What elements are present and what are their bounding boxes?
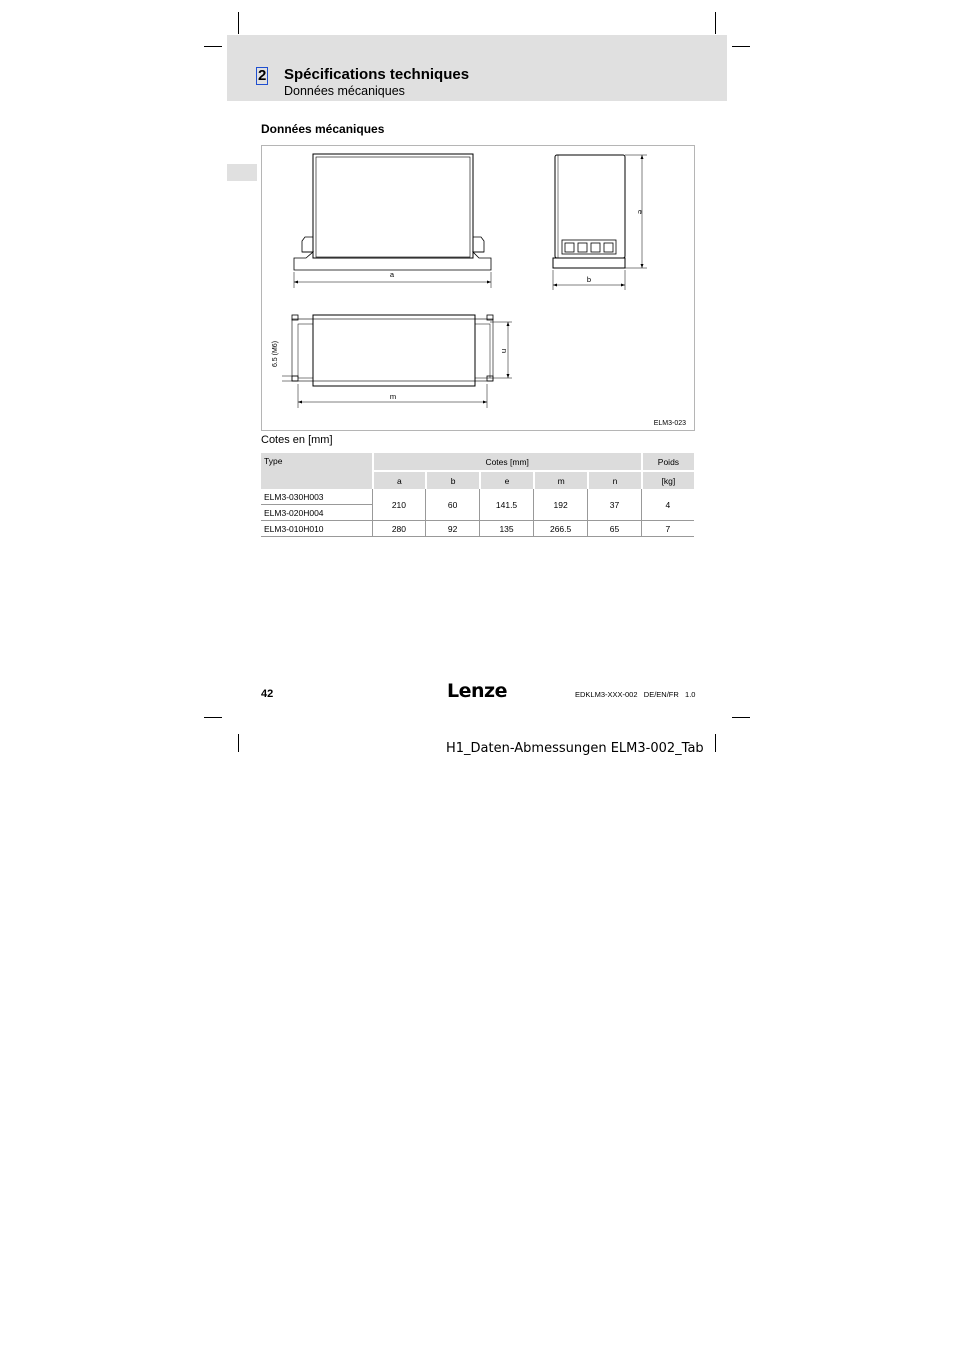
label-m: m [389, 392, 397, 401]
front-view [294, 154, 491, 288]
weight-unit: [kg] [641, 472, 694, 489]
value-cell: 266.5 [533, 521, 587, 537]
weight-header: Poids [641, 453, 694, 472]
table-header-row [261, 453, 694, 472]
section-title: Données mécaniques [261, 122, 385, 136]
figure-id: ELM3-023 [653, 420, 686, 427]
value-cell: 141.5 [479, 489, 533, 521]
side-tab [227, 164, 257, 181]
label-hole: 6.5 (M6) [272, 340, 279, 368]
label-a: a [389, 270, 395, 279]
value-cell: 37 [587, 489, 641, 521]
crop-mark [732, 717, 750, 718]
col-a: a [372, 472, 426, 489]
side-view [553, 155, 647, 290]
label-b: b [586, 275, 592, 284]
crop-mark [238, 12, 239, 34]
col-b: b [425, 472, 479, 489]
label-n: n [500, 348, 509, 354]
dimension-drawing [262, 146, 694, 430]
crop-mark [204, 717, 222, 718]
value-cell: 135 [479, 521, 533, 537]
lenze-logo: Lenze [447, 680, 507, 702]
value-cell: 65 [587, 521, 641, 537]
crop-mark [715, 734, 716, 752]
table-row [261, 489, 694, 505]
top-view [282, 315, 512, 408]
col-e: e [479, 472, 533, 489]
col-m: m [533, 472, 587, 489]
crop-mark [732, 46, 750, 47]
type-cell: ELM3-020H004 [261, 505, 372, 521]
type-cell: ELM3-030H003 [261, 489, 372, 505]
crop-mark [204, 46, 222, 47]
value-cell: 192 [533, 489, 587, 521]
type-cell: ELM3-010H010 [261, 521, 372, 537]
weight-cell: 4 [641, 489, 694, 521]
dims-header: Cotes [mm] [372, 453, 641, 472]
value-cell: 60 [425, 489, 479, 521]
dimension-figure [261, 145, 695, 431]
figure-caption: Cotes en [mm] [261, 434, 333, 446]
chapter-number[interactable]: 2 [258, 67, 267, 84]
type-header: Type [261, 453, 372, 489]
chapter-title: Spécifications techniques [284, 66, 470, 83]
chapter-subtitle: Données mécaniques [284, 84, 405, 98]
value-cell: 210 [372, 489, 426, 521]
dimensions-table [261, 453, 694, 537]
crop-mark [238, 734, 239, 752]
value-cell: 280 [372, 521, 426, 537]
label-e: e [636, 209, 645, 215]
source-note: H1_Daten-Abmessungen ELM3-002_Tab [446, 741, 704, 756]
document-id: EDKLM3-XXX-002 DE/EN/FR 1.0 [575, 690, 696, 699]
weight-cell: 7 [641, 521, 694, 537]
table-row [261, 521, 694, 537]
page-number: 42 [261, 688, 274, 700]
col-n: n [587, 472, 641, 489]
crop-mark [715, 12, 716, 34]
value-cell: 92 [425, 521, 479, 537]
